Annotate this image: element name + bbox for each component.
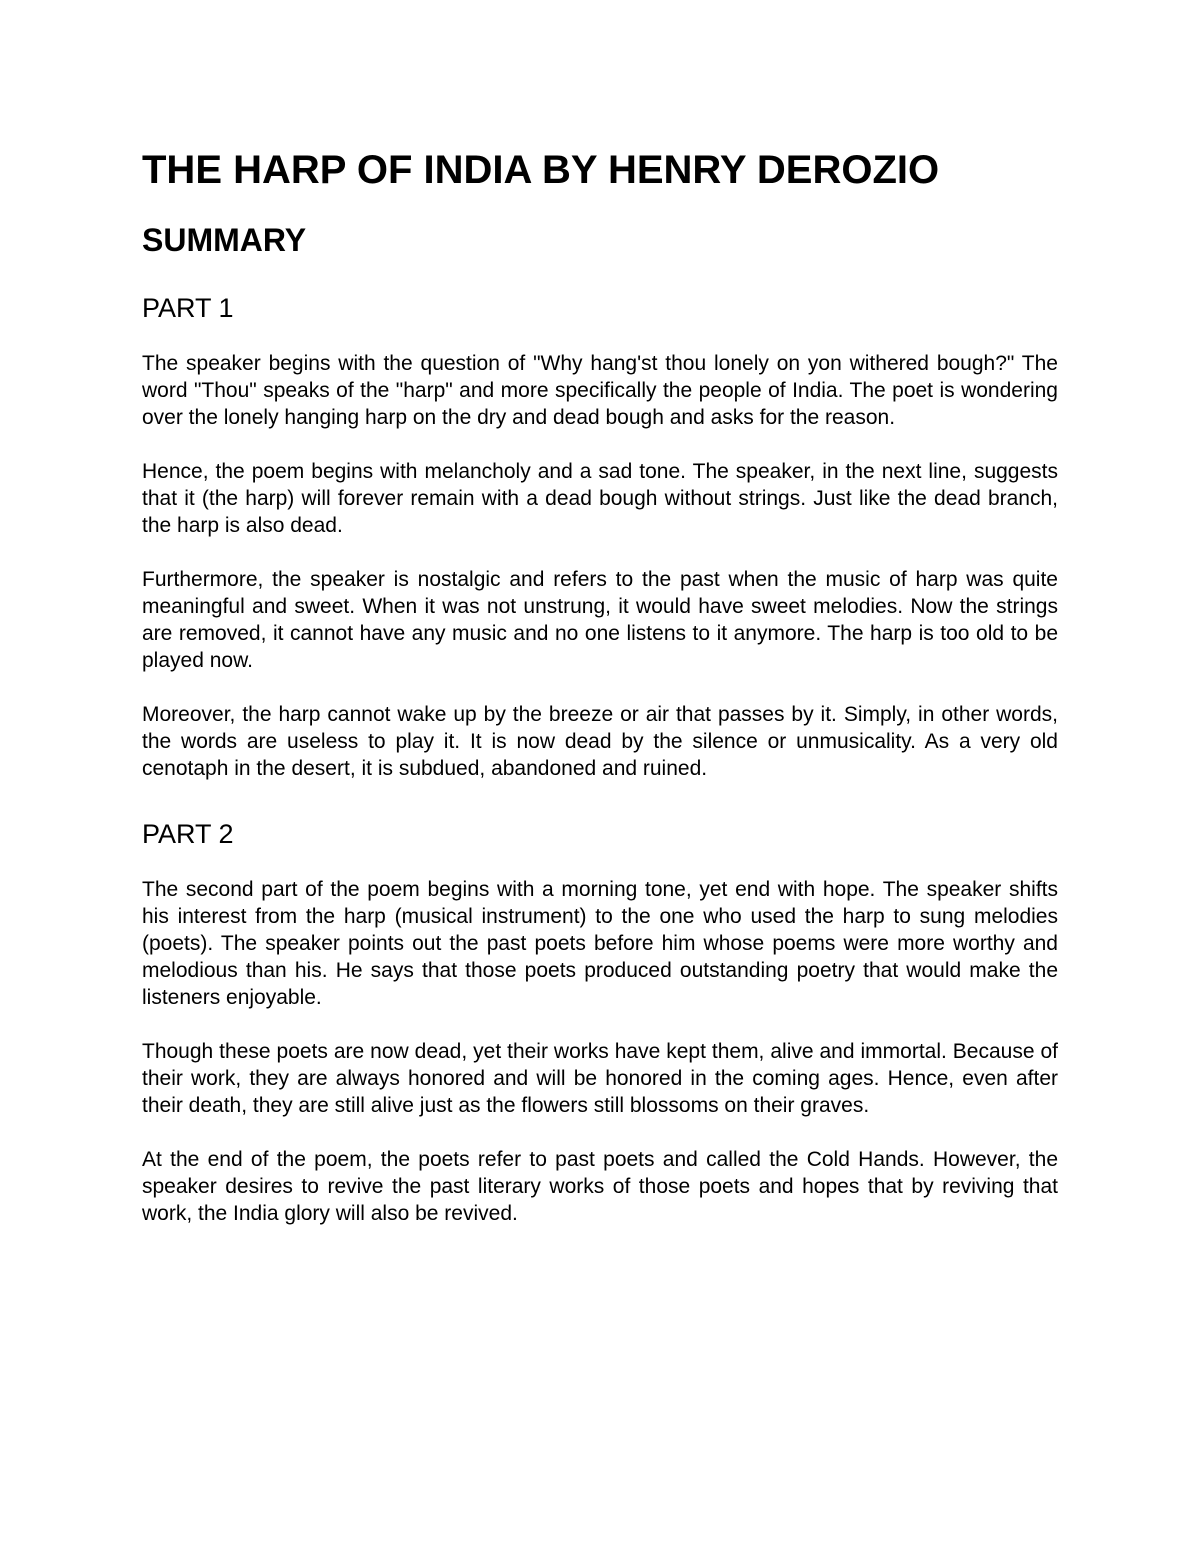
paragraph: The second part of the poem begins with a morning tone, yet end with hope. The speaker shifts his interest from the harp (musical instrument) to the one who used the harp to sung melodies (poets). The speaker points out the past poets before him whose poems were more worthy and melodious than his. He says that those poets produced outstanding poetry that would make the listeners enjoyable. [142,878,1058,1009]
paragraph: At the end of the poem, the poets refer to past poets and called the Cold Hands. However, the speaker desires to revive the past literary works of those poets and hopes that by reviving that work, the India glory will also be revived. [142,1148,1058,1225]
part-1-heading: PART 1 [142,293,234,323]
document-page [142,140,1058,1227]
part-1-section [142,288,1058,782]
part-2-heading: PART 2 [142,819,234,849]
part-2-section [142,814,1058,1227]
document-subtitle: SUMMARY [142,222,307,258]
paragraph: Though these poets are now dead, yet their works have kept them, alive and immortal. Because of their work, they are always honored and will be honored in the coming ages. Hence, even after their death, they are still alive just as the flowers still blossoms on their graves. [142,1040,1058,1117]
paragraph: Moreover, the harp cannot wake up by the breeze or air that passes by it. Simply, in other words, the words are useless to play it. It is now dead by the silence or unmusicality. As a very old cenotaph in the desert, it is subdued, abandoned and ruined. [142,703,1058,780]
paragraph: Hence, the poem begins with melancholy and a sad tone. The speaker, in the next line, suggests that it (the harp) will forever remain with a dead bough without strings. Just like the dead branch, the harp is also dead. [142,460,1058,537]
paragraph: Furthermore, the speaker is nostalgic and refers to the past when the music of harp was quite meaningful and sweet. When it was not unstrung, it would have sweet melodies. Now the strings are removed, it cannot have any music and no one listens to it anymore. The harp is too old to be played now. [142,568,1058,672]
document-title: THE HARP OF INDIA BY HENRY DEROZIO [142,148,940,192]
paragraph: The speaker begins with the question of "Why hang'st thou lonely on yon withered bough?" The word "Thou" speaks of the "harp" and more specifically the people of India. The poet is wondering over the lonely hanging harp on the dry and dead bough and asks for the reason. [142,352,1058,429]
